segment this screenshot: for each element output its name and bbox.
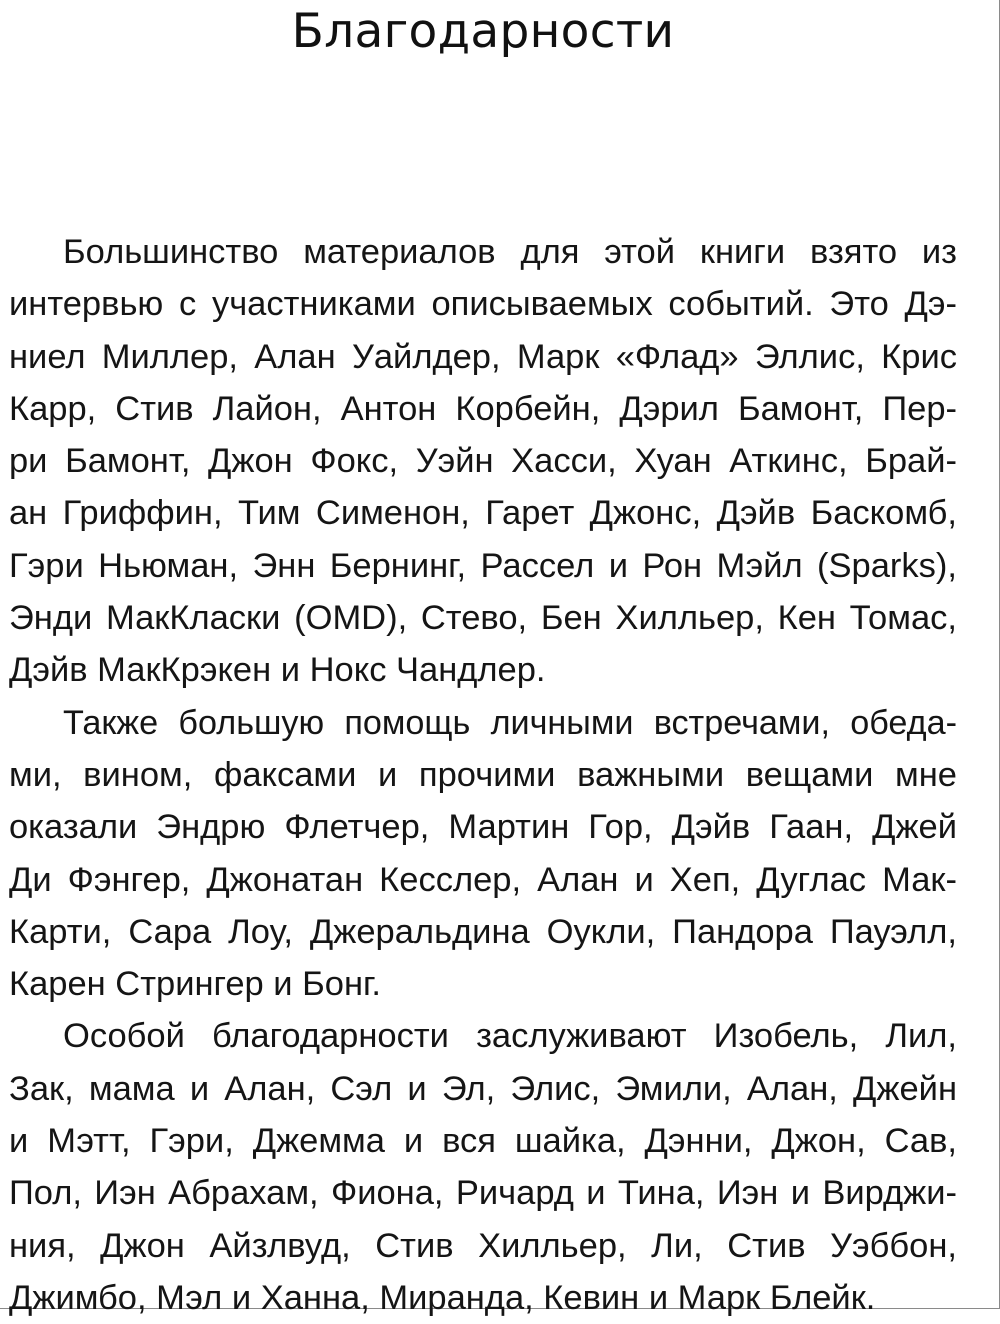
text-line: ри Бамонт, Джон Фокс, Уэйн Хасси, Хуан Аткинс, Брай- xyxy=(9,442,957,481)
text-line: Пол, Иэн Абрахам, Фиона, Ричард и Тина, Иэн и Вирджи- xyxy=(9,1174,957,1213)
text-line: Особой благодарности заслуживают Изобель, Лил, xyxy=(63,1017,957,1056)
text-line: ниел Миллер, Алан Уайлдер, Марк «Флад» Эллис, Крис xyxy=(9,337,957,376)
text-line: оказали Эндрю Флетчер, Мартин Гор, Дэйв Гаан, Джей xyxy=(9,808,957,847)
text-line: Также большую помощь личными встречами, обеда- xyxy=(63,703,957,742)
text-line: Карти, Сара Лоу, Джеральдина Оукли, Пандора Пауэлл, xyxy=(9,912,957,951)
text-line: интервью с участниками описываемых событий. Это Дэ- xyxy=(9,285,957,324)
text-line: Карр, Стив Лайон, Антон Корбейн, Дэрил Бамонт, Пер- xyxy=(9,389,957,428)
text-line: ан Гриффин, Тим Сименон, Гарет Джонс, Дэйв Баскомб, xyxy=(9,494,957,533)
text-line: Джимбо, Мэл и Ханна, Миранда, Кевин и Марк Блейк. xyxy=(9,1278,876,1317)
paragraph-1 xyxy=(9,226,957,697)
text-line: ми, вином, факсами и прочими важными вещами мне xyxy=(9,755,957,794)
text-line: Ди Фэнгер, Джонатан Кесслер, Алан и Хеп, Дуглас Мак- xyxy=(9,860,957,899)
text-line: Карен Стрингер и Бонг. xyxy=(9,965,382,1004)
acknowledgements-text xyxy=(9,226,957,1324)
text-line: Большинство материалов для этой книги взято из xyxy=(63,233,957,271)
text-line: Дэйв МакКрэкен и Нокс Чандлер. xyxy=(9,651,546,690)
page-title: Благодарности xyxy=(291,4,675,59)
text-line: Энди МакКласки (OMD), Стево, Бен Хилльер, Кен Томас, xyxy=(9,599,957,638)
paragraph-3 xyxy=(9,1010,957,1324)
text-line: Зак, мама и Алан, Сэл и Эл, Элис, Эмили, Алан, Джейн xyxy=(9,1069,957,1108)
text-line: Гэри Ньюман, Энн Бернинг, Рассел и Рон Мэйл (Sparks), xyxy=(9,546,957,585)
text-line: и Мэтт, Гэри, Джемма и вся шайка, Дэнни, Джон, Сав, xyxy=(9,1122,957,1161)
text-line: ния, Джон Айзлвуд, Стив Хилльер, Ли, Стив Уэббон, xyxy=(9,1226,957,1265)
paragraph-2 xyxy=(9,697,957,1011)
